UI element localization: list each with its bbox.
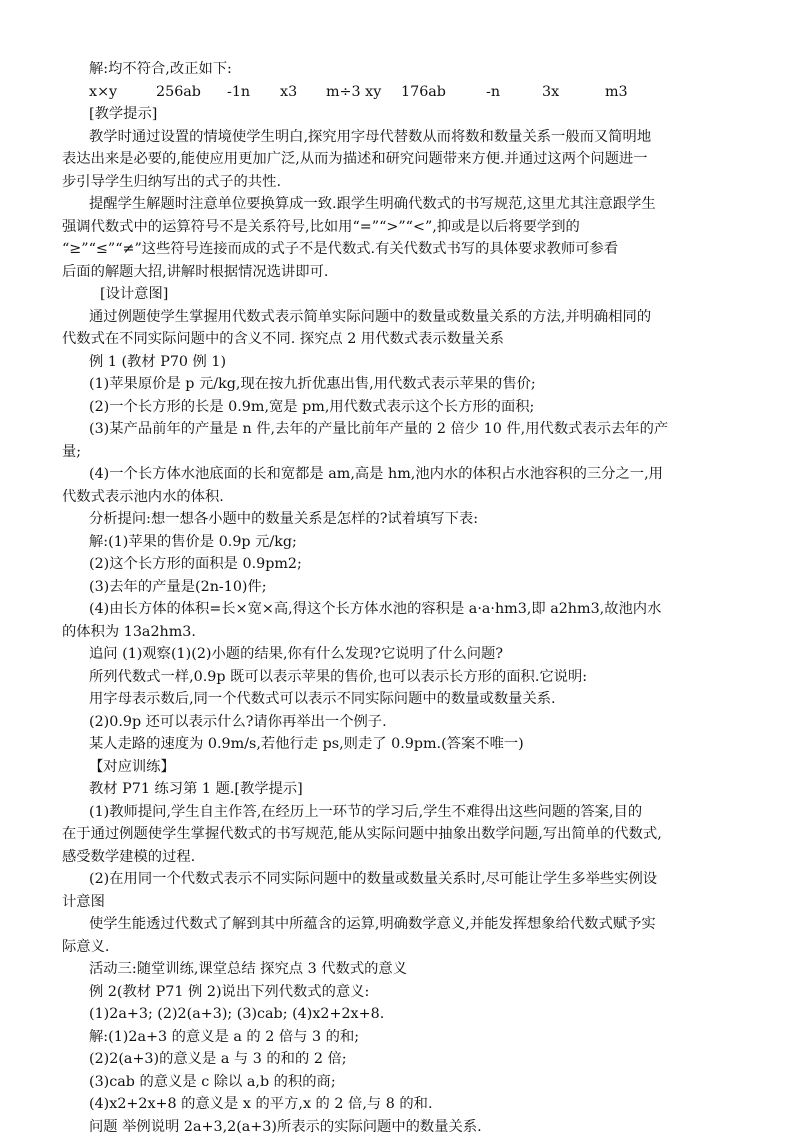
- text-line: (4)x2+2x+8 的意义是 x 的平方,x 的 2 倍,与 8 的和.: [62, 1093, 742, 1116]
- answer-item: 3x: [542, 81, 605, 104]
- text-line: [教学提示]: [62, 103, 742, 126]
- answer-item: x×y: [89, 81, 156, 104]
- text-line: 问题 举例说明 2a+3,2(a+3)所表示的实际问题中的数量关系.: [62, 1116, 742, 1138]
- text-line: 代数式在不同实际问题中的含义不同. 探究点 2 用代数式表示数量关系: [62, 328, 742, 351]
- text-line: (3)cab 的意义是 c 除以 a,b 的积的商;: [62, 1071, 742, 1094]
- text-line: 表达出来是必要的,能使应用更加广泛,从而为描述和研究问题带来方便.并通过这两个问题进一: [62, 148, 742, 171]
- text-line: (3)某产品前年的产量是 n 件,去年的产量比前年产量的 2 倍少 10 件,用代数式表示去年的产: [62, 418, 742, 441]
- text-line: 教学时通过设置的情境使学生明白,探究用字母代替数从而将数和数量关系一般而又简明地: [62, 126, 742, 149]
- text-line: “≥”“≤”“≠”这些符号连接而成的式子不是代数式.有关代数式书写的具体要求教师可参看: [62, 238, 742, 261]
- text-line: 步引导学生归纳写出的式子的共性.: [62, 171, 742, 194]
- answer-item: -1n: [227, 81, 280, 104]
- answer-item: -n: [486, 81, 542, 104]
- text-line: (3)去年的产量是(2n-10)件;: [62, 576, 742, 599]
- text-line: 所列代数式一样,0.9p 既可以表示苹果的售价,也可以表示长方形的面积.它说明:: [62, 666, 742, 689]
- text-line: 使学生能透过代数式了解到其中所蕴含的运算,明确数学意义,并能发挥想象给代数式赋予实: [62, 913, 742, 936]
- text-line: 际意义.: [62, 936, 742, 959]
- answer-item: m÷3 xy: [326, 81, 401, 104]
- text-line: 强调代数式中的运算符号不是关系符号,比如用“=”“>”“<”,抑或是以后将要学到的: [62, 216, 742, 239]
- text-line: 分析提问:想一想各小题中的数量关系是怎样的?试着填写下表:: [62, 508, 742, 531]
- text-line: (2)在用同一个代数式表示不同实际问题中的数量或数量关系时,尽可能让学生多举些实例设: [62, 868, 742, 891]
- text-line: 代数式表示池内水的体积.: [62, 486, 742, 509]
- text-line: (2)2(a+3)的意义是 a 与 3 的和的 2 倍;: [62, 1048, 742, 1071]
- text-line: 通过例题使学生掌握用代数式表示简单实际问题中的数量或数量关系的方法,并明确相同的: [62, 306, 742, 329]
- text-line: 后面的解题大招,讲解时根据情况选讲即可.: [62, 261, 742, 284]
- text-line: (1)教师提问,学生自主作答,在经历上一环节的学习后,学生不难得出这些问题的答案,目的: [62, 801, 742, 824]
- text-line: [设计意图]: [62, 283, 742, 306]
- text-line: 【对应训练】: [62, 756, 742, 779]
- answer-item: 176ab: [401, 81, 486, 104]
- text-line: (2)这个长方形的面积是 0.9pm2;: [62, 553, 742, 576]
- text-line: (4)一个长方体水池底面的长和宽都是 am,高是 hm,池内水的体积占水池容积的三分之一,用: [62, 463, 742, 486]
- answer-item: m3: [605, 81, 635, 104]
- text-line: 解:(1)2a+3 的意义是 a 的 2 倍与 3 的和;: [62, 1026, 742, 1049]
- text-line: (1)苹果原价是 p 元/kg,现在按九折优惠出售,用代数式表示苹果的售价;: [62, 373, 742, 396]
- answer-item: 256ab: [156, 81, 227, 104]
- text-line: (1)2a+3; (2)2(a+3); (3)cab; (4)x2+2x+8.: [62, 1003, 742, 1026]
- text-line: (2)0.9p 还可以表示什么?请你再举出一个例子.: [62, 711, 742, 734]
- text-line: 解:(1)苹果的售价是 0.9p 元/kg;: [62, 531, 742, 554]
- text-line: 感受数学建模的过程.: [62, 846, 742, 869]
- text-line: 例 2(教材 P71 例 2)说出下列代数式的意义:: [62, 981, 742, 1004]
- text-line: (4)由长方体的体积=长×宽×高,得这个长方体水池的容积是 a·a·hm3,即 a2hm3,故池内水: [62, 598, 742, 621]
- text-line: 量;: [62, 441, 742, 464]
- text-line: (2)一个长方形的长是 0.9m,宽是 pm,用代数式表示这个长方形的面积;: [62, 396, 742, 419]
- text-line: 某人走路的速度为 0.9m/s,若他行走 ps,则走了 0.9pm.(答案不唯一): [62, 733, 742, 756]
- answer-row: [62, 81, 742, 104]
- text-line: 教材 P71 练习第 1 题.[教学提示]: [62, 778, 742, 801]
- text-line: 例 1 (教材 P70 例 1): [62, 351, 742, 374]
- text-line: 用字母表示数后,同一个代数式可以表示不同实际问题中的数量或数量关系.: [62, 688, 742, 711]
- text-line: 计意图: [62, 891, 742, 914]
- text-line: 在于通过例题使学生掌握代数式的书写规范,能从实际问题中抽象出数学问题,写出简单的代数式,: [62, 823, 742, 846]
- text-line: 提醒学生解题时注意单位要换算成一致.跟学生明确代数式的书写规范,这里尤其注意跟学生: [62, 193, 742, 216]
- text-line: 的体积为 13a2hm3.: [62, 621, 742, 644]
- text-line: 活动三:随堂训练,课堂总结 探究点 3 代数式的意义: [62, 958, 742, 981]
- text-line: 追问 (1)观察(1)(2)小题的结果,你有什么发现?它说明了什么问题?: [62, 643, 742, 666]
- document-body: [62, 58, 742, 1138]
- answer-item: x3: [280, 81, 326, 104]
- text-line: 解:均不符合,改正如下:: [62, 58, 742, 81]
